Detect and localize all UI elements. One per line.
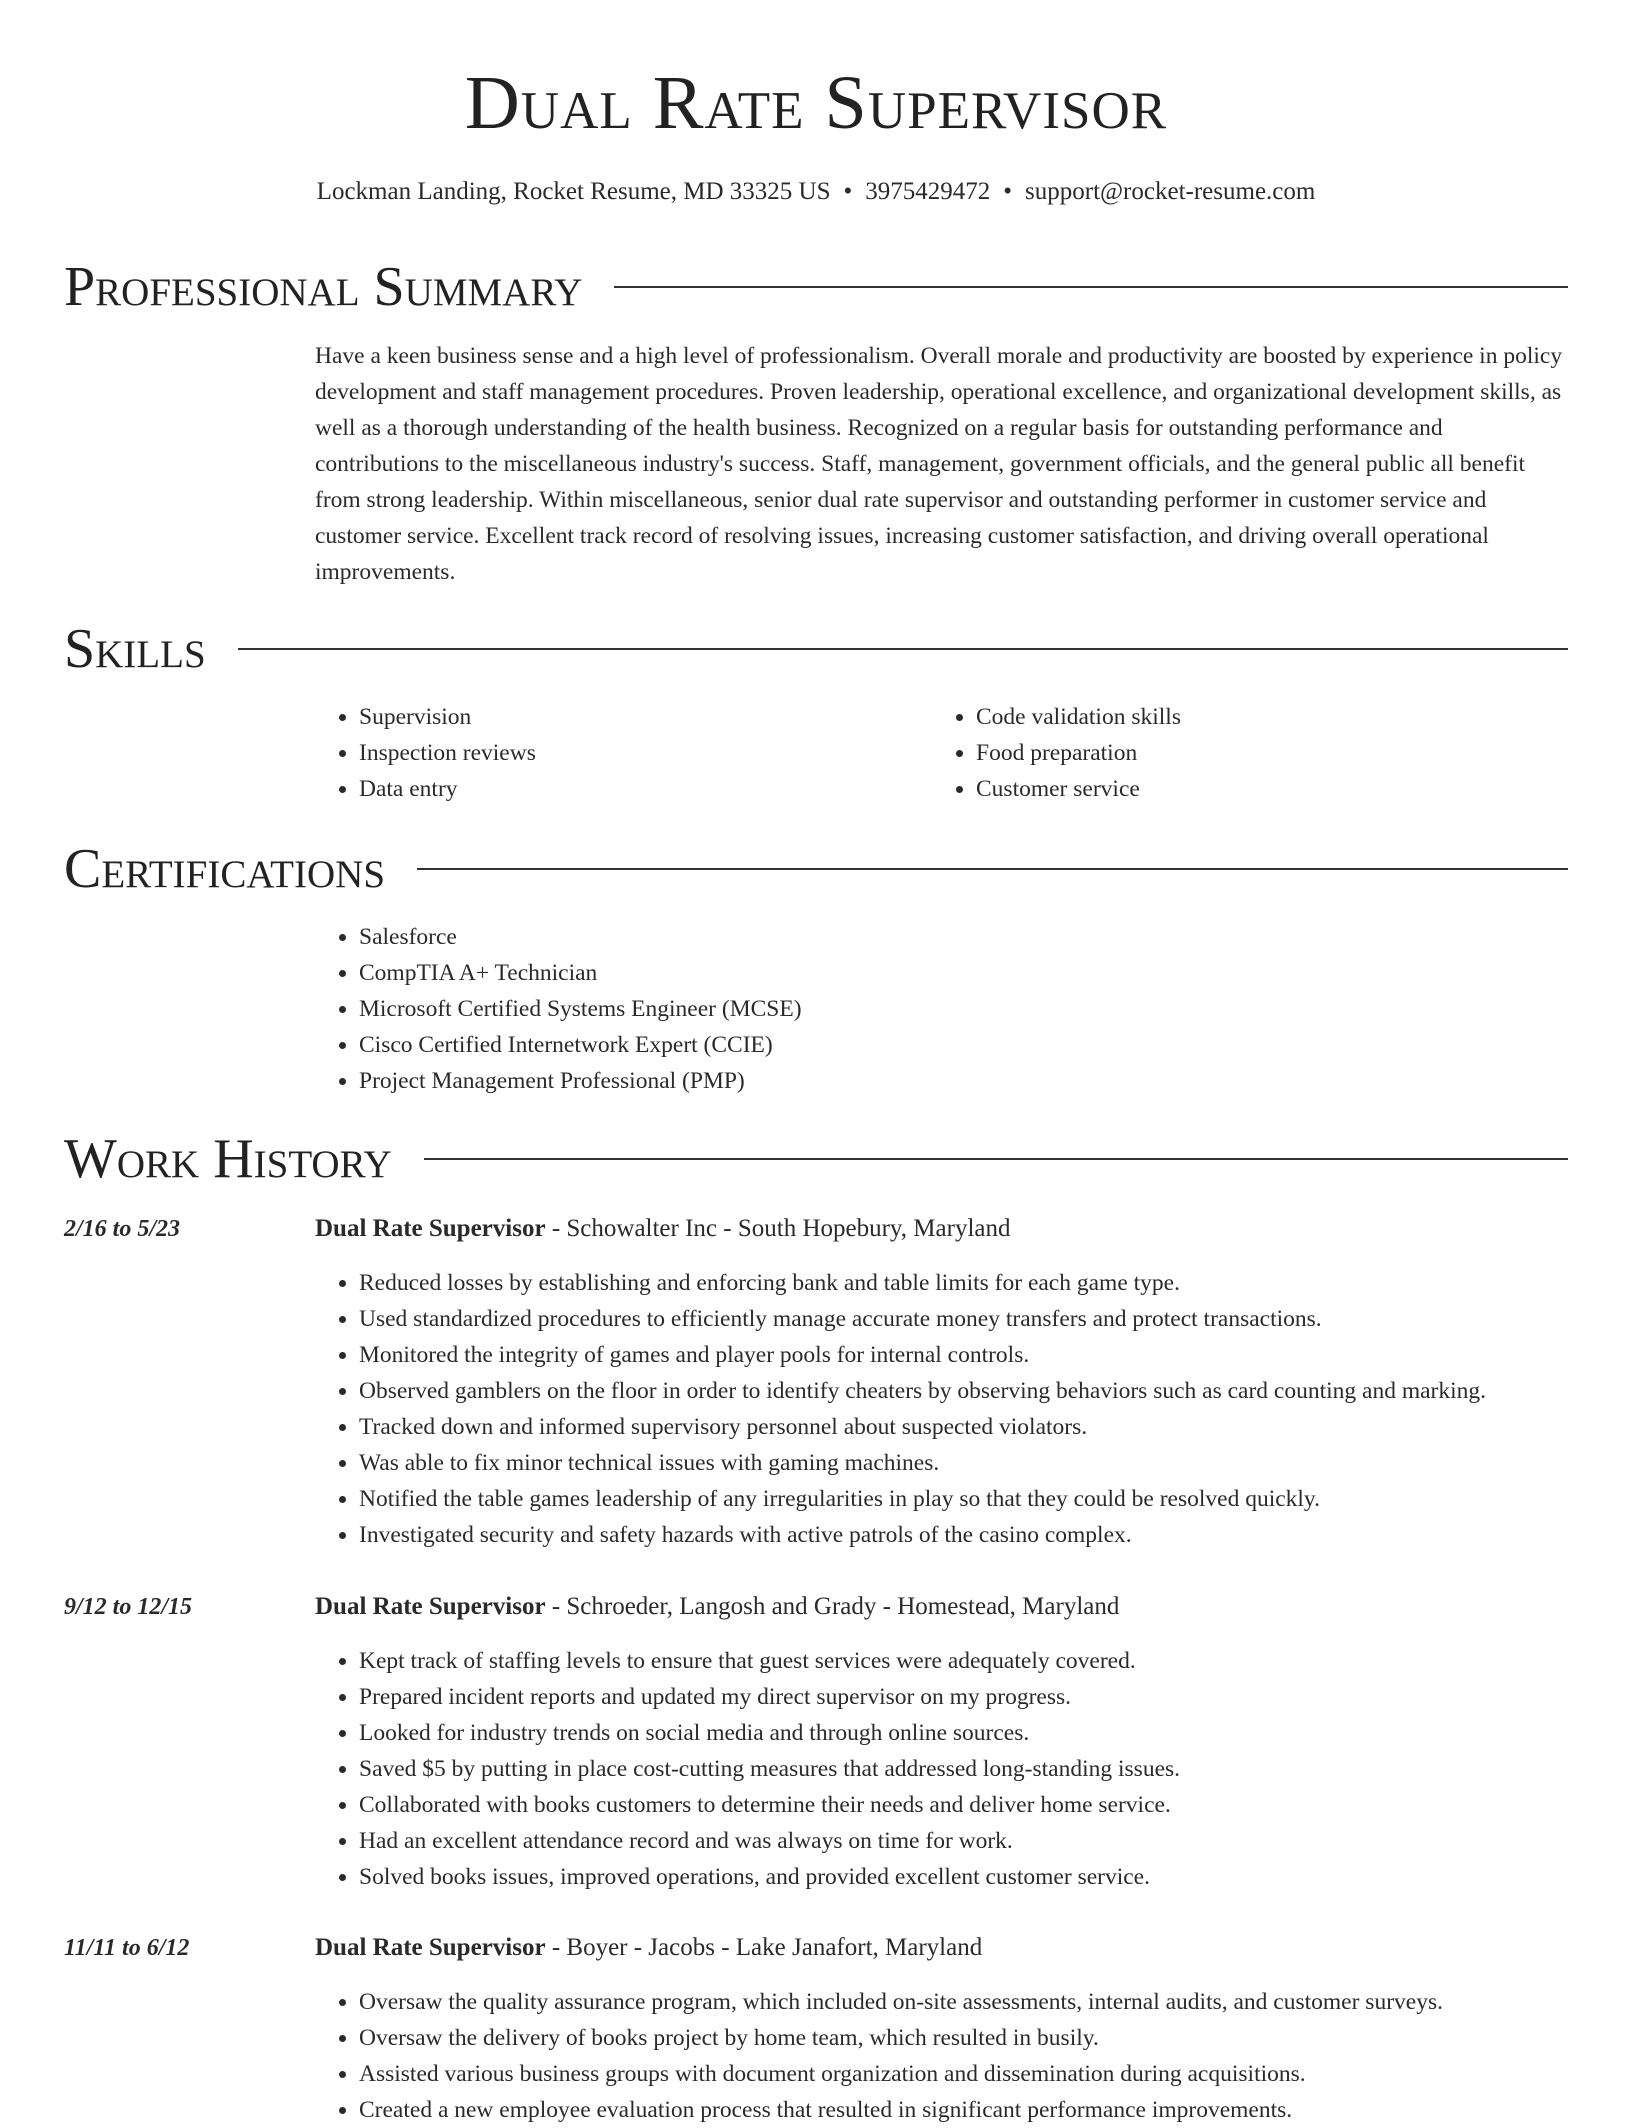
candidate-name: Dual Rate Supervisor: [464, 61, 1168, 145]
job-duty-item: • Saved $5 by putting in place cost-cutting measures that addressed long-standing issues.: [359, 1751, 1568, 1787]
job-duties-list: [315, 1265, 1568, 1553]
certification-item: • Cisco Certified Internetwork Expert (CCIE): [359, 1027, 802, 1063]
job-duty-item: • Was able to fix minor technical issues with gaming machines.: [359, 1445, 1568, 1481]
certification-item: • Project Management Professional (PMP): [359, 1063, 802, 1099]
skill-item: • Customer service: [976, 771, 1181, 807]
job-duty-item: • Assisted various business groups with document organization and dissemination during acquisitions.: [359, 2056, 1568, 2092]
skill-item: • Supervision: [359, 699, 536, 735]
job-duties-list: [315, 1984, 1568, 2128]
job-duties: [315, 1643, 1568, 1895]
job-duty-item: • Oversaw the delivery of books project by home team, which resulted in busily.: [359, 2020, 1568, 2056]
phone: 3975429472: [865, 178, 991, 205]
section-divider: [238, 648, 1568, 650]
job-heading: [315, 1589, 1119, 1625]
section-header-work-history: [64, 1124, 1568, 1194]
job-duties-list: [315, 1643, 1568, 1895]
certification-item: • CompTIA A+ Technician: [359, 955, 802, 991]
job-employer-location: - Schroeder, Langosh and Grady - Homestead, Maryland: [545, 1593, 1120, 1620]
skills-list: [932, 699, 1181, 807]
job-duty-item: • Reduced losses by establishing and enforcing bank and table limits for each game type.: [359, 1265, 1568, 1301]
skills-column-right: [932, 699, 1181, 807]
section-title-work-history: Work History: [64, 1128, 392, 1190]
job-duty-item: • Monitored the integrity of games and player pools for internal controls.: [359, 1337, 1568, 1373]
job-duty-item: • Had an excellent attendance record and was always on time for work.: [359, 1823, 1568, 1859]
email-link[interactable]: support@rocket-resume.com: [1025, 178, 1316, 205]
job-dates: 9/12 to 12/15: [64, 1594, 193, 1620]
section-divider: [417, 868, 1568, 870]
job-duties: [315, 1265, 1568, 1553]
job-duty-item: • Looked for industry trends on social media and through online sources.: [359, 1715, 1568, 1751]
job-heading: [315, 1930, 982, 1966]
job-duty-item: • Created a new employee evaluation process that resulted in significant performance improvements.: [359, 2092, 1568, 2128]
job-duty-item: • Used standardized procedures to efficiently manage accurate money transfers and protect transactions.: [359, 1301, 1568, 1337]
certifications-list: [315, 919, 802, 1099]
skill-item: • Food preparation: [976, 735, 1181, 771]
job-title: Dual Rate Supervisor: [315, 1593, 546, 1620]
section-title-certifications: Certifications: [64, 838, 386, 900]
section-header-summary: [64, 252, 1568, 322]
section-header-certifications: [64, 834, 1568, 904]
skill-item: • Code validation skills: [976, 699, 1181, 735]
contact-separator: •: [843, 178, 853, 205]
address: Lockman Landing, Rocket Resume, MD 33325 US: [316, 178, 831, 205]
job-employer-location: - Boyer - Jacobs - Lake Janafort, Maryland: [545, 1934, 983, 1961]
contact-line: [64, 172, 1568, 212]
certification-item: • Salesforce: [359, 919, 802, 955]
job-title: Dual Rate Supervisor: [315, 1934, 546, 1961]
section-title-skills: Skills: [64, 618, 206, 680]
job-duties: [315, 1984, 1568, 2128]
section-divider: [614, 286, 1568, 288]
summary-text: Have a keen business sense and a high level of professionalism. Overall morale and productivity are boosted by experience in policy development and staff management procedures. Proven leadership, operational excellence, and organizational development skills, as well as a thorough understanding of the health business. Recognized on a regular basis for outstanding performance and contributions to the miscellaneous industry's success. Staff, management, government officials, and the general public all benefit from strong leadership. Within miscellaneous, senior dual rate supervisor and outstanding performer in customer service and customer service. Excellent track record of resolving issues, increasing customer satisfaction, and driving overall operational improvements.: [315, 343, 1563, 585]
skill-item: • Inspection reviews: [359, 735, 536, 771]
job-duty-item: • Kept track of staffing levels to ensure that guest services were adequately covered.: [359, 1643, 1568, 1679]
job-duty-item: • Solved books issues, improved operations, and provided excellent customer service.: [359, 1859, 1568, 1895]
section-header-skills: [64, 614, 1568, 684]
contact-separator: •: [1003, 178, 1013, 205]
job-duty-item: • Oversaw the quality assurance program, which included on-site assessments, internal audits, and customer surveys.: [359, 1984, 1568, 2020]
job-heading: [315, 1211, 1011, 1247]
job-duty-item: • Observed gamblers on the floor in order to identify cheaters by observing behaviors such as card counting and marking.: [359, 1373, 1568, 1409]
job-duty-item: • Collaborated with books customers to determine their needs and deliver home service.: [359, 1787, 1568, 1823]
skills-list: [315, 699, 536, 807]
skill-item: • Data entry: [359, 771, 536, 807]
job-employer-location: - Schowalter Inc - South Hopebury, Maryland: [545, 1215, 1011, 1242]
section-divider: [424, 1158, 1568, 1160]
job-dates: 2/16 to 5/23: [64, 1216, 181, 1242]
skills-column-left: [315, 699, 536, 807]
certifications-block: [315, 919, 802, 1099]
job-duty-item: • Prepared incident reports and updated my direct supervisor on my progress.: [359, 1679, 1568, 1715]
certification-item: • Microsoft Certified Systems Engineer (MCSE): [359, 991, 802, 1027]
job-duty-item: • Investigated security and safety hazards with active patrols of the casino complex.: [359, 1517, 1568, 1553]
job-duty-item: • Tracked down and informed supervisory personnel about suspected violators.: [359, 1409, 1568, 1445]
section-title-summary: Professional Summary: [64, 256, 583, 318]
job-title: Dual Rate Supervisor: [315, 1215, 546, 1242]
job-duty-item: • Notified the table games leadership of any irregularities in play so that they could be resolved quickly.: [359, 1481, 1568, 1517]
job-dates: 11/11 to 6/12: [64, 1935, 190, 1961]
